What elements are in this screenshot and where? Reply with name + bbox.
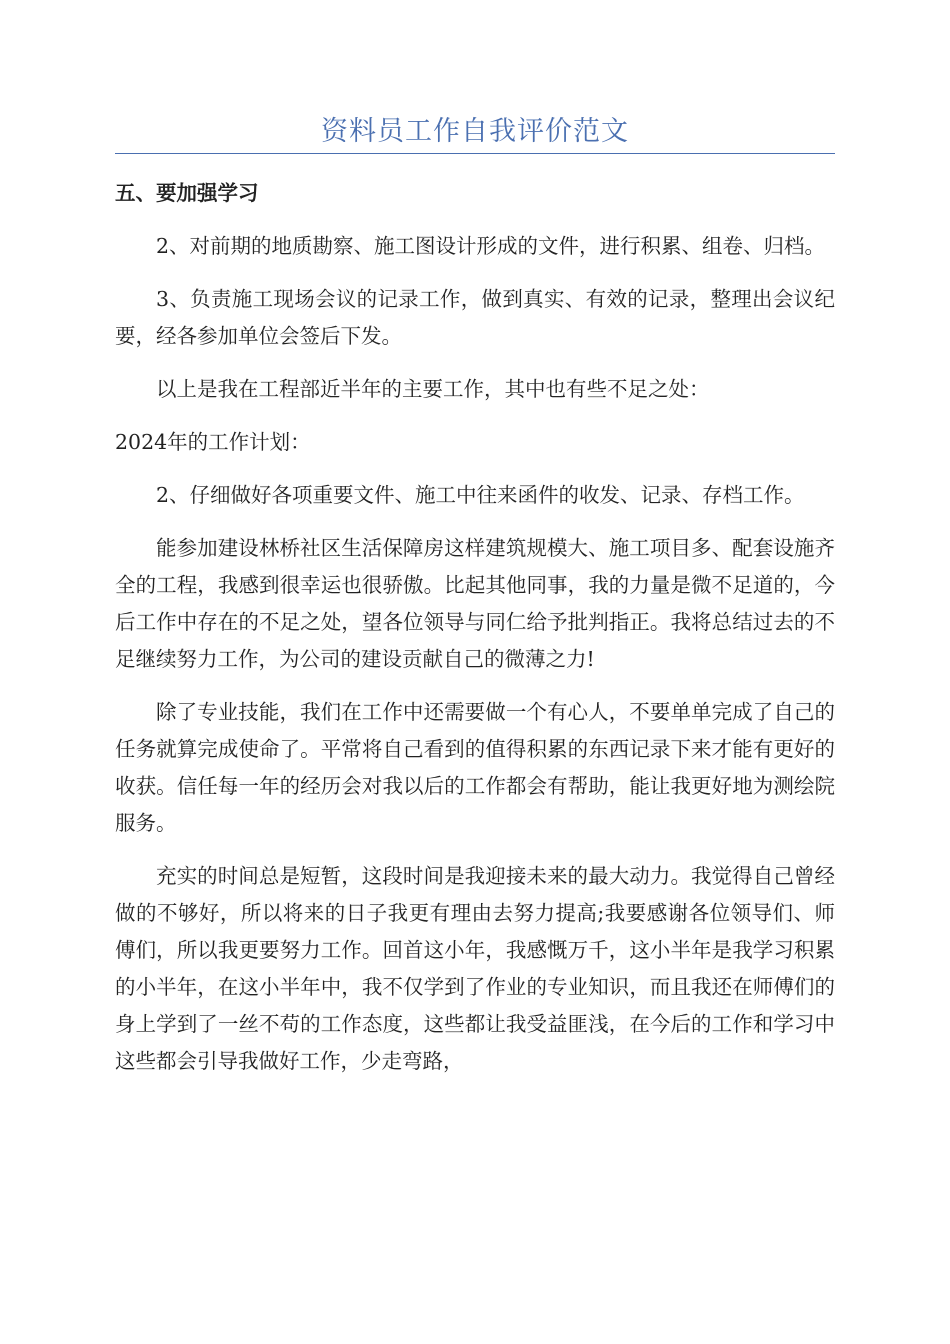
paragraph: 2、对前期的地质勘察、施工图设计形成的文件，进行积累、组卷、归档。 xyxy=(156,234,826,258)
paragraph: 除了专业技能，我们在工作中还需要做一个有心人，不要单单完成了自己的任务就算完成使命了。平常将自己看到的值得积累的东西记录下来才能有更好的收获。信任每一年的经历会对我以后的工作都会有帮助，能让我更好地为测绘院服务。 xyxy=(115,700,835,835)
document-body xyxy=(115,175,835,1096)
paragraph: 2、仔细做好各项重要文件、施工中往来函件的收发、记录、存档工作。 xyxy=(156,483,805,507)
section-heading: 五、要加强学习 xyxy=(115,181,259,205)
paragraph: 以上是我在工程部近半年的主要工作，其中也有些不足之处： xyxy=(156,377,710,401)
paragraph: 充实的时间总是短暂，这段时间是我迎接未来的最大动力。我觉得自己曾经做的不够好，所以将来的日子我更有理由去努力提高;我要感谢各位领导们、师傅们，所以我更要努力工作。回首这小年，我感慨万千，这小半年是我学习积累的小半年，在这小半年中，我不仅学到了作业的专业知识，而且我还在师傅们的身上学到了一丝不苟的工作态度，这些都让我受益匪浅，在今后的工作和学习中这些都会引导我做好工作，少走弯路， xyxy=(115,864,835,1073)
paragraph: 2024年的工作计划： xyxy=(115,430,311,454)
document-title: 资料员工作自我评价范文 xyxy=(321,116,629,147)
paragraph: 3、负责施工现场会议的记录工作，做到真实、有效的记录，整理出会议纪要，经各参加单位会签后下发。 xyxy=(115,287,835,348)
paragraph: 能参加建设林桥社区生活保障房这样建筑规模大、施工项目多、配套设施齐全的工程，我感到很幸运也很骄傲。比起其他同事，我的力量是微不足道的，今后工作中存在的不足之处，望各位领导与同仁给予批判指正。我将总结过去的不足继续努力工作，为公司的建设贡献自己的微薄之力! xyxy=(115,536,835,671)
title-underline xyxy=(115,153,835,154)
